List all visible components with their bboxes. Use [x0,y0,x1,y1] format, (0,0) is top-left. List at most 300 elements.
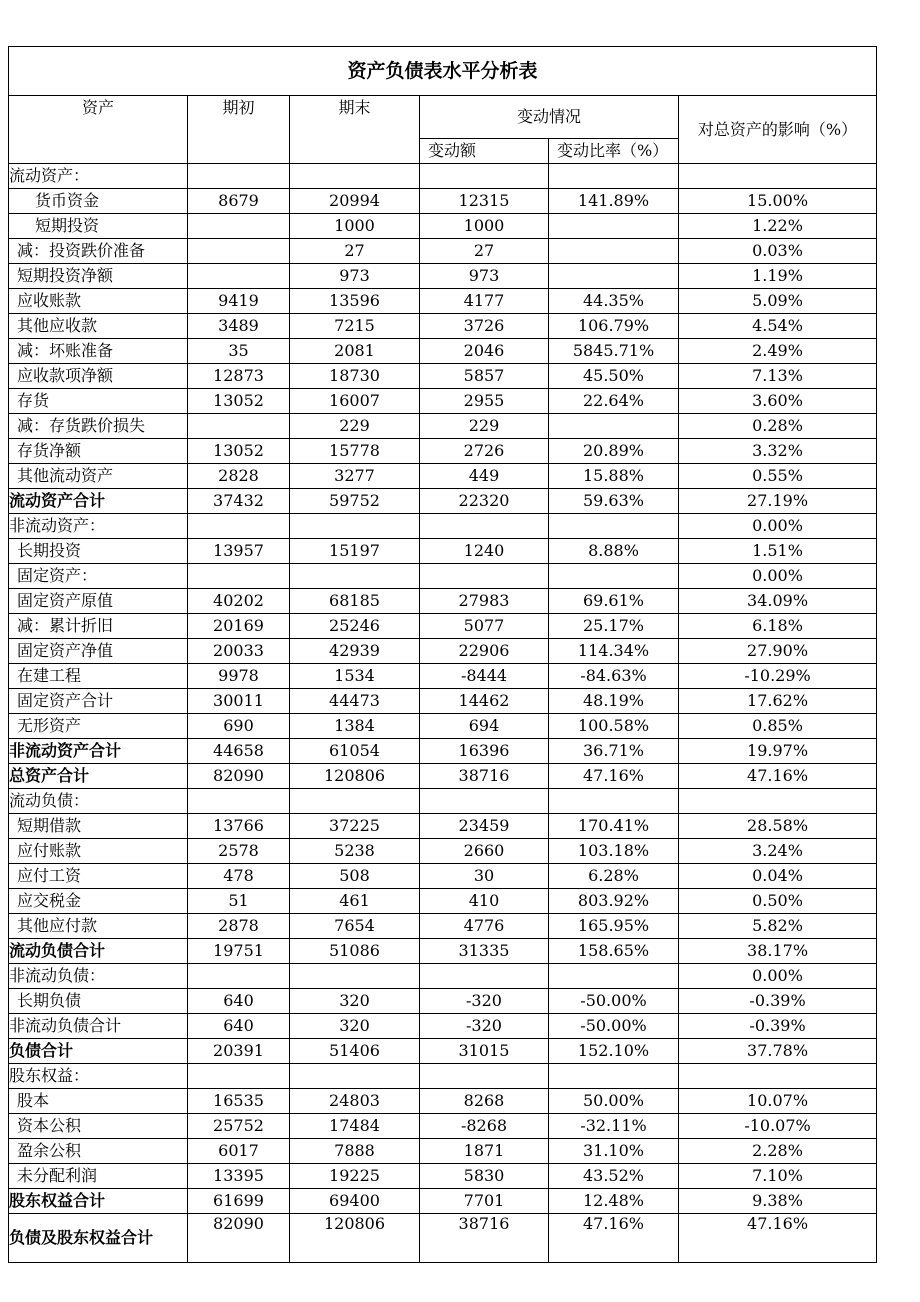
cell-end: 1384 [290,714,420,739]
cell-impact: 1.51% [679,539,877,564]
cell-change-ratio: 44.35% [549,289,679,314]
cell-change-amount: 5830 [420,1164,549,1189]
table-row [9,814,877,839]
cell-end: 7888 [290,1139,420,1164]
cell-change-ratio [549,564,679,589]
row-label: 固定资产净值 [9,639,188,664]
cell-change-amount: 694 [420,714,549,739]
row-label: 短期投资净额 [9,264,188,289]
table-row [9,389,877,414]
cell-end: 51086 [290,939,420,964]
cell-change-amount: 229 [420,414,549,439]
cell-change-amount: 4177 [420,289,549,314]
cell-begin [188,514,290,539]
table-row [9,714,877,739]
table-row [9,464,877,489]
table-row [9,439,877,464]
cell-change-ratio: 22.64% [549,389,679,414]
cell-change-amount [420,1064,549,1089]
title-row [9,47,877,96]
row-label: 固定资产： [9,564,188,589]
cell-end: 16007 [290,389,420,414]
cell-end: 44473 [290,689,420,714]
cell-change-ratio: 20.89% [549,439,679,464]
cell-change-ratio: -84.63% [549,664,679,689]
cell-impact: 0.00% [679,514,877,539]
cell-begin: 640 [188,989,290,1014]
cell-change-ratio: 6.28% [549,864,679,889]
cell-change-amount [420,564,549,589]
cell-change-ratio: 47.16% [549,1214,679,1263]
table-row [9,489,877,514]
row-label: 存货净额 [9,439,188,464]
cell-end: 3277 [290,464,420,489]
cell-change-amount: 5857 [420,364,549,389]
cell-impact: 27.90% [679,639,877,664]
cell-begin: 82090 [188,764,290,789]
cell-change-amount: 2955 [420,389,549,414]
cell-begin: 20033 [188,639,290,664]
row-label: 应付工资 [9,864,188,889]
row-label: 无形资产 [9,714,188,739]
row-label: 减：投资跌价准备 [9,239,188,264]
row-label: 流动资产合计 [9,489,188,514]
header-change-amount: 变动额 [420,139,549,164]
cell-change-amount: 14462 [420,689,549,714]
cell-impact: 9.38% [679,1189,877,1214]
cell-impact: -0.39% [679,989,877,1014]
cell-end: 42939 [290,639,420,664]
table-row [9,214,877,239]
table-row [9,564,877,589]
cell-change-ratio: 165.95% [549,914,679,939]
table-row [9,864,877,889]
table-row [9,1064,877,1089]
cell-change-ratio: 170.41% [549,814,679,839]
cell-end: 18730 [290,364,420,389]
cell-change-amount: 7701 [420,1189,549,1214]
cell-change-ratio [549,239,679,264]
cell-end [290,164,420,189]
cell-begin: 35 [188,339,290,364]
cell-end: 7654 [290,914,420,939]
cell-begin [188,214,290,239]
cell-impact: 1.22% [679,214,877,239]
cell-change-amount: 973 [420,264,549,289]
table-row [9,964,877,989]
cell-end [290,964,420,989]
cell-begin: 13395 [188,1164,290,1189]
table-row [9,914,877,939]
cell-impact: 0.00% [679,964,877,989]
balance-sheet-table [8,46,877,1263]
cell-change-amount: -320 [420,1014,549,1039]
cell-impact: 2.49% [679,339,877,364]
header-row-1 [9,96,877,139]
cell-change-ratio: 152.10% [549,1039,679,1064]
cell-begin [188,1064,290,1089]
cell-end: 320 [290,989,420,1014]
cell-change-amount: 31015 [420,1039,549,1064]
row-label: 应交税金 [9,889,188,914]
cell-change-ratio: 803.92% [549,889,679,914]
row-label: 非流动负债： [9,964,188,989]
cell-change-amount: 410 [420,889,549,914]
cell-begin: 2828 [188,464,290,489]
row-label: 其他应付款 [9,914,188,939]
cell-change-ratio [549,214,679,239]
row-label: 应收账款 [9,289,188,314]
cell-change-ratio: 15.88% [549,464,679,489]
row-label: 股东权益合计 [9,1189,188,1214]
cell-end: 5238 [290,839,420,864]
cell-change-amount: 27 [420,239,549,264]
row-label: 非流动资产： [9,514,188,539]
table-row [9,289,877,314]
cell-change-amount: 12315 [420,189,549,214]
cell-begin: 19751 [188,939,290,964]
cell-impact: 10.07% [679,1089,877,1114]
row-label: 资本公积 [9,1114,188,1139]
cell-impact: 5.82% [679,914,877,939]
row-label: 在建工程 [9,664,188,689]
cell-change-amount: 23459 [420,814,549,839]
table-row [9,239,877,264]
cell-begin: 37432 [188,489,290,514]
cell-end: 25246 [290,614,420,639]
table-row [9,364,877,389]
table-row [9,514,877,539]
cell-impact: 6.18% [679,614,877,639]
cell-impact: 3.32% [679,439,877,464]
cell-change-ratio: 47.16% [549,764,679,789]
cell-change-amount: -320 [420,989,549,1014]
cell-change-ratio: 25.17% [549,614,679,639]
table-row [9,589,877,614]
cell-change-amount [420,164,549,189]
header-item: 资产 [9,96,188,164]
cell-change-amount: 16396 [420,739,549,764]
cell-end: 69400 [290,1189,420,1214]
cell-change-ratio: 69.61% [549,589,679,614]
cell-begin: 82090 [188,1214,290,1263]
cell-begin: 30011 [188,689,290,714]
cell-change-amount: 30 [420,864,549,889]
cell-change-amount: 27983 [420,589,549,614]
cell-impact: 17.62% [679,689,877,714]
cell-change-ratio: 43.52% [549,1164,679,1189]
cell-end: 15778 [290,439,420,464]
row-label: 非流动资产合计 [9,739,188,764]
cell-change-ratio: -50.00% [549,989,679,1014]
header-end: 期末 [290,96,420,164]
cell-change-ratio [549,514,679,539]
cell-change-ratio: 103.18% [549,839,679,864]
cell-end: 24803 [290,1089,420,1114]
cell-end: 51406 [290,1039,420,1064]
row-label: 长期投资 [9,539,188,564]
cell-impact: 5.09% [679,289,877,314]
cell-change-ratio [549,964,679,989]
cell-impact: 15.00% [679,189,877,214]
row-label: 短期投资 [9,214,188,239]
cell-end: 17484 [290,1114,420,1139]
cell-impact: 7.10% [679,1164,877,1189]
row-label: 货币资金 [9,189,188,214]
table-row [9,314,877,339]
cell-impact: 1.19% [679,264,877,289]
cell-change-ratio [549,414,679,439]
cell-begin: 12873 [188,364,290,389]
cell-change-ratio [549,164,679,189]
row-label: 股东权益： [9,1064,188,1089]
table-row [9,1114,877,1139]
row-label: 短期借款 [9,814,188,839]
cell-begin: 478 [188,864,290,889]
table-row [9,164,877,189]
cell-change-amount: 1871 [420,1139,549,1164]
cell-impact: 0.85% [679,714,877,739]
table-row [9,989,877,1014]
cell-change-ratio: 114.34% [549,639,679,664]
row-label: 应付账款 [9,839,188,864]
table-row [9,639,877,664]
row-label: 负债合计 [9,1039,188,1064]
cell-begin [188,564,290,589]
table-row [9,789,877,814]
cell-impact: -0.39% [679,1014,877,1039]
cell-begin [188,264,290,289]
cell-impact: 0.55% [679,464,877,489]
cell-change-amount: 1240 [420,539,549,564]
row-label: 流动资产： [9,164,188,189]
cell-change-amount: 2660 [420,839,549,864]
table-row [9,1189,877,1214]
cell-impact: 0.50% [679,889,877,914]
table-row [9,264,877,289]
cell-change-amount: 4776 [420,914,549,939]
row-label: 固定资产合计 [9,689,188,714]
cell-change-amount [420,964,549,989]
row-label: 应收款项净额 [9,364,188,389]
row-label: 股本 [9,1089,188,1114]
table-row [9,614,877,639]
cell-impact: 47.16% [679,764,877,789]
cell-end: 13596 [290,289,420,314]
cell-begin: 13766 [188,814,290,839]
cell-begin: 13052 [188,389,290,414]
row-label: 盈余公积 [9,1139,188,1164]
table-row [9,739,877,764]
cell-begin [188,164,290,189]
cell-end: 2081 [290,339,420,364]
table-row [9,1014,877,1039]
cell-change-ratio: 141.89% [549,189,679,214]
cell-impact: 0.04% [679,864,877,889]
cell-impact: 3.24% [679,839,877,864]
cell-begin: 3489 [188,314,290,339]
row-label: 存货 [9,389,188,414]
cell-begin: 2578 [188,839,290,864]
cell-begin: 44658 [188,739,290,764]
table-row [9,889,877,914]
cell-begin [188,414,290,439]
table-row [9,1089,877,1114]
cell-end: 27 [290,239,420,264]
table-title: 资产负债表水平分析表 [9,47,877,96]
cell-begin: 61699 [188,1189,290,1214]
cell-impact: 38.17% [679,939,877,964]
cell-change-ratio: 8.88% [549,539,679,564]
cell-impact: 28.58% [679,814,877,839]
cell-begin: 16535 [188,1089,290,1114]
header-change-ratio: 变动比率（%） [549,139,679,164]
cell-begin [188,789,290,814]
cell-impact: 0.03% [679,239,877,264]
table-row [9,339,877,364]
row-label: 流动负债： [9,789,188,814]
row-label: 其他流动资产 [9,464,188,489]
cell-change-ratio: -32.11% [549,1114,679,1139]
cell-impact: 2.28% [679,1139,877,1164]
cell-change-amount [420,514,549,539]
cell-change-ratio: 50.00% [549,1089,679,1114]
header-change: 变动情况 [420,96,679,139]
cell-end: 320 [290,1014,420,1039]
row-label: 减：累计折旧 [9,614,188,639]
cell-begin: 2878 [188,914,290,939]
row-label: 流动负债合计 [9,939,188,964]
cell-end [290,1064,420,1089]
cell-begin: 25752 [188,1114,290,1139]
cell-impact: 3.60% [679,389,877,414]
cell-change-amount: 3726 [420,314,549,339]
cell-impact: 4.54% [679,314,877,339]
cell-impact [679,789,877,814]
table-row [9,839,877,864]
table-row [9,689,877,714]
cell-begin: 20169 [188,614,290,639]
cell-impact: 7.13% [679,364,877,389]
cell-change-amount: 31335 [420,939,549,964]
cell-end: 20994 [290,189,420,214]
cell-impact: 34.09% [679,589,877,614]
cell-end: 229 [290,414,420,439]
cell-change-amount: 1000 [420,214,549,239]
cell-change-ratio: 12.48% [549,1189,679,1214]
cell-end: 15197 [290,539,420,564]
cell-begin: 13052 [188,439,290,464]
row-label: 减：存货跌价损失 [9,414,188,439]
cell-impact [679,1064,877,1089]
table-row [9,664,877,689]
cell-change-amount: -8268 [420,1114,549,1139]
cell-change-ratio [549,264,679,289]
cell-impact: -10.29% [679,664,877,689]
row-label: 减：坏账准备 [9,339,188,364]
cell-begin: 20391 [188,1039,290,1064]
cell-change-ratio [549,789,679,814]
cell-change-amount: 38716 [420,1214,549,1263]
cell-change-ratio: 100.58% [549,714,679,739]
cell-change-amount: 449 [420,464,549,489]
cell-end [290,564,420,589]
cell-begin: 9419 [188,289,290,314]
table-row [9,1214,877,1263]
table-row [9,414,877,439]
cell-end: 120806 [290,1214,420,1263]
row-label: 未分配利润 [9,1164,188,1189]
cell-impact: 0.00% [679,564,877,589]
cell-impact: 37.78% [679,1039,877,1064]
cell-change-amount: 2726 [420,439,549,464]
cell-change-ratio [549,1064,679,1089]
cell-change-amount: 2046 [420,339,549,364]
cell-change-ratio: -50.00% [549,1014,679,1039]
row-label: 负债及股东权益合计 [9,1214,188,1263]
cell-end: 120806 [290,764,420,789]
cell-impact [679,164,877,189]
cell-begin: 690 [188,714,290,739]
cell-change-ratio: 5845.71% [549,339,679,364]
cell-end: 37225 [290,814,420,839]
row-label: 非流动负债合计 [9,1014,188,1039]
cell-change-ratio: 158.65% [549,939,679,964]
row-label: 长期负债 [9,989,188,1014]
cell-change-ratio: 45.50% [549,364,679,389]
cell-impact: 19.97% [679,739,877,764]
cell-impact: -10.07% [679,1114,877,1139]
cell-begin: 640 [188,1014,290,1039]
cell-change-amount: 38716 [420,764,549,789]
table-row [9,189,877,214]
cell-change-amount: 5077 [420,614,549,639]
cell-change-amount: -8444 [420,664,549,689]
row-label: 其他应收款 [9,314,188,339]
cell-begin: 8679 [188,189,290,214]
table-row [9,1039,877,1064]
cell-end: 7215 [290,314,420,339]
row-label: 总资产合计 [9,764,188,789]
row-label: 固定资产原值 [9,589,188,614]
cell-end: 508 [290,864,420,889]
cell-change-amount [420,789,549,814]
cell-begin: 6017 [188,1139,290,1164]
cell-begin: 13957 [188,539,290,564]
cell-begin [188,964,290,989]
table-row [9,764,877,789]
cell-change-amount: 22906 [420,639,549,664]
cell-end: 461 [290,889,420,914]
table-row [9,1139,877,1164]
header-impact: 对总资产的影响（%） [679,96,877,164]
cell-change-ratio: 106.79% [549,314,679,339]
cell-change-amount: 22320 [420,489,549,514]
cell-change-ratio: 48.19% [549,689,679,714]
table-row [9,939,877,964]
cell-impact: 27.19% [679,489,877,514]
cell-change-amount: 8268 [420,1089,549,1114]
cell-begin [188,239,290,264]
table-row [9,1164,877,1189]
cell-impact: 47.16% [679,1214,877,1263]
cell-end [290,789,420,814]
cell-change-ratio: 36.71% [549,739,679,764]
cell-end: 61054 [290,739,420,764]
cell-end: 1534 [290,664,420,689]
cell-impact: 0.28% [679,414,877,439]
table-row [9,539,877,564]
